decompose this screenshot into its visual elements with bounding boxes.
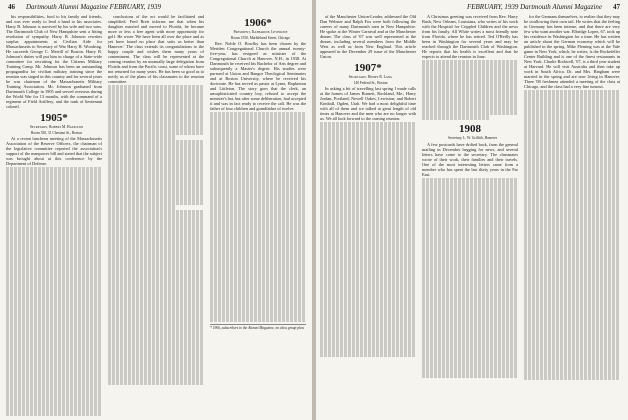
class-address-line: Room 1550, Marblehead Street, Chicago — [231, 35, 290, 40]
article-paragraph: conclusions of the act would be facilitated and simplified. Fred Brett informs me that when his daughter married and moved to Florida, he became more or less a free agent with more opportunity for golf. He wrote 'We have been all over the place and as yet have found no place that suits us better than Hanover.' The class extends its congratulations to the happy couple and wishes them many years of contentment. The class will be represented at the coming reunion by an unusually large delegation from Florida and from the Pacific coast, some of whom have not returned for many years. He has been so good as to notify us of the plans of his classmates to the reunion committee. — [108, 14, 204, 84]
article-paragraph: his responsibilities, food to his family and friends, and was ever ready to lend a hand to his associates. Harry B. Johnson is survived by his wife and two sons. The Dartmouth Club of New Hampshire sent a fitting resolution of sympathy. Harry B. Johnson rewrites surplus appointments at Civilian Aide for Massachusetts to Secretary of War Harry H. Woodring. He succeeds George C. Merrill of Boston. Harry B. Johnson's duties will put him in charge of a State-wide committee for recruiting for the Citizens Military Training Camp. Mr. Johnson has been an outstanding propagandist for civilian military training since the reunion was staged in this country and for several years he was chairman of the Massachusetts Military Training Association. Mr. Johnson graduated from Dartmouth College in 1905 and served overseas during the World War for 13 months, with the command of a regiment of Field Artillery, and the rank of lieutenant colonel. — [6, 14, 102, 109]
class-secretary-line: Secretary, Henry B. Lang — [348, 75, 393, 79]
left-page-number: 46 — [8, 3, 15, 11]
right-column-2 — [422, 14, 518, 416]
class-heading-1908: 1908 — [459, 123, 481, 135]
class-secretary-line: Secretary, L. W. Griffith, Hanover — [448, 136, 497, 140]
class-secretary-line: Secretary, Robert M. Hazelton — [29, 125, 84, 129]
article-paragraph: At a recent luncheon meeting of the Massachusetts Association of the Reserve Officers, the chairman of the legislative committee reported the association's support of the manpower bill and stated that the subject was brought about at this conference by the Department of Defense. — [6, 136, 102, 166]
right-column-3 — [524, 14, 620, 416]
class-heading-1907: 1907* — [354, 62, 382, 74]
article-paragraph: A few postcards have drifted back, from the general mailing in December begging for news, and several letters have come to the secretary. The classmates wrote of their work, their families and their travels. One of the most interesting letters came from a member who has spent the last thirty years in the Far East. — [422, 141, 518, 177]
left-page — [0, 0, 312, 420]
right-running-head — [324, 3, 620, 12]
article-paragraph: A Christmas greeting was received from Rev. Harry Bush, New Orleans, Louisiana, who writes of his work with the Hospital for Crippled Children and the news from his family. All White writes a most friendly note from Florida, where he has retired. Ted O'Reilly has been in Washington for several years and may be reached through the Dartmouth Club of Washington. He reports that his health is excellent and that he expects to attend the reunion in June. — [422, 14, 518, 59]
class-address-line: Room 550, 31 Chestnut St., Boston — [31, 130, 82, 135]
left-column-2 — [108, 14, 204, 416]
left-column-3 — [210, 14, 306, 416]
class-heading-1905: 1905* — [40, 112, 68, 124]
article-paragraph: for the Germans themselves, to realize that they may be swallowing their own tail. He writes that the feeling in Germany has been intense, and that there are very few who want another war. Elbridge Lopez, 67, took up his residence in Washington for a time. He has written an article about the German economy which will be published in the spring. Mike Fleming was at the Yale game in New York, which, he writes, is the Rockefeller Center Building and is one of the finest restaurants in New York. Charlie Rothwell, '07, is a third year student at Harvard. He will visit Australia and then take up work in South Africa. Dr. and Mrs. Bingham were married in the spring and are now living in Hanover. Three '08 freshmen attended a meeting of the class at Chicago, and the class had a very fine turnout. — [524, 14, 620, 89]
article-paragraph: of the Manchester Union-Leader, addressed the Old Dan Webster and Ralph Fox were both following the careers of many Dartmouth men in New Hampshire. He spoke at the Winter Carnival and at the Manchester dinner. The class of '07 was well represented at the dinner, including several members from the Middle West as well as from New England. This article appeared in the December 29 issue of the Manchester Union. — [320, 14, 416, 59]
article-paragraph: Rev. Noble O. Bowlby has been chosen by the Meriden Congregational Church the annual twenty-five-year, has resigned as minister of the Congregational Church at Hanover, N.H., in 1938. At Dartmouth he received his Bachelor of Arts degree and subsequently a Master's degree. His studies were pursued at Union and Bangor Theological Seminaries and at Boston University, where he received his doctorate. He has served as pastor at Lyme, Hopkinton and Littleton. The story goes that the clerk, an unsophisticated country boy, refused to accept the minister's hat, but after some deliberation, had accepted it and was in fact ready to receive the call. He was the father of four children and grandfather of twelve. — [210, 41, 306, 111]
footnote: * 1906, subscribers to the Alumni Magazine, on class group plan. — [210, 326, 305, 330]
right-page-number: 47 — [613, 3, 620, 11]
class-secretary-line: President, Katharine, Leverone — [233, 30, 288, 34]
class-heading-1906: 1906* — [244, 17, 272, 29]
right-running-title: FEBRUARY, 1939 Dartmouth Alumni Magazine — [466, 3, 602, 11]
left-running-title: Dartmouth Alumni Magazine FEBRUARY, 1939 — [26, 3, 162, 11]
class-address-line: 140 Federal St., Boston — [353, 80, 388, 85]
left-running-head — [8, 3, 304, 12]
right-page — [316, 0, 628, 420]
left-column-1 — [6, 14, 102, 416]
article-paragraph: In asking a bit of travelling last spring I made calls at the homes of James Burnett, Rockland, Me.; Harry Jordan, Portland; Newell Oakes, Lewiston; and Robert Kimball, Ogden, Utah. We had a most delightful time with all of them and we talked at great length of old times at Hanover and the men who are no longer with us. We all look forward to the coming reunion. — [320, 86, 416, 121]
right-column-1 — [320, 14, 416, 416]
